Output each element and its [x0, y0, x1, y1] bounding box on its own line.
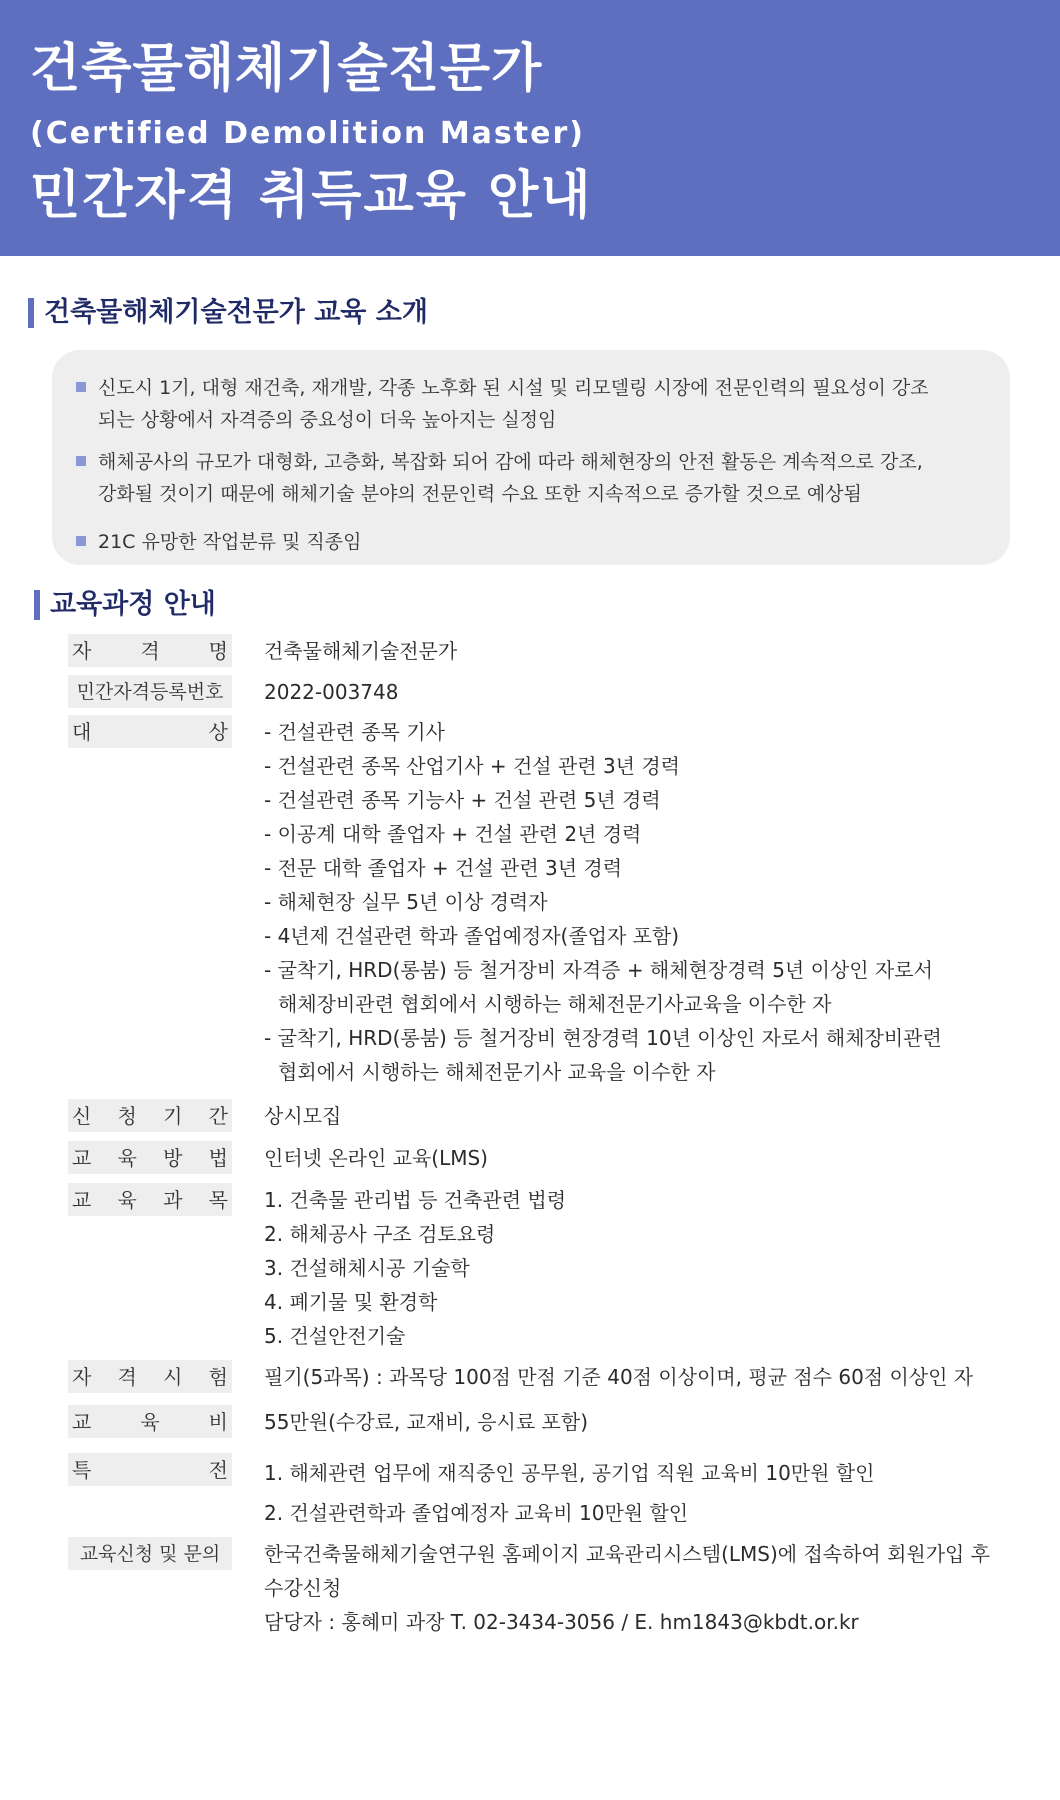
subject-line: 2. 해체공사 구조 검토요령: [264, 1222, 496, 1246]
label-char: 명: [208, 639, 228, 663]
label-char: 육: [117, 1146, 137, 1170]
bullet-text: 21C 유망한 작업분류 및 직종임: [98, 531, 362, 553]
contact-line: 수강신청: [264, 1576, 342, 1600]
benefit-line: 1. 해체관련 업무에 재직중인 공무원, 공기업 직원 교육비 10만원 할인: [264, 1461, 875, 1485]
bullet-square-icon: [76, 456, 86, 466]
subject-line: 5. 건설안전기술: [264, 1324, 406, 1348]
row-value: 55만원(수강료, 교재비, 응시료 포함): [264, 1410, 589, 1434]
section-bar: [28, 298, 34, 328]
row-value: 필기(5과목) : 과목당 100점 만점 기준 40점 이상이며, 평균 점수 60점 이상인 자: [264, 1365, 974, 1389]
label-char: 신: [72, 1104, 92, 1128]
course-section-title: [34, 588, 216, 622]
label-char: 대: [72, 720, 92, 744]
row-label: [68, 1183, 232, 1216]
header-subtitle: (Certified Demolition Master): [30, 116, 585, 151]
row-label: 교육신청 및 문의: [68, 1537, 232, 1570]
header-title-line2: 민간자격 취득교육 안내: [30, 166, 593, 226]
target-line: - 굴착기, HRD(롱붐) 등 철거장비 자격증 + 해체현장경력 5년 이상인 자로서: [264, 958, 933, 982]
row-value: [264, 1537, 1024, 1639]
target-line: - 굴착기, HRD(롱붐) 등 철거장비 현장경력 10년 이상인 자로서 해체장비관련: [264, 1026, 942, 1050]
label-char: 교: [72, 1146, 92, 1170]
header-title: 건축물해체기술전문가: [30, 39, 543, 99]
target-line: - 건설관련 종목 기사: [264, 720, 445, 744]
label-char: 자: [72, 1365, 92, 1389]
label-char: 육: [140, 1410, 160, 1434]
target-line: - 건설관련 종목 기능사 + 건설 관련 5년 경력: [264, 788, 661, 812]
target-line: 해체장비관련 협회에서 시행하는 해체전문기사교육을 이수한 자: [278, 992, 832, 1016]
target-line: - 4년제 건설관련 학과 졸업예정자(졸업자 포함): [264, 924, 680, 948]
label-char: 목: [208, 1188, 228, 1212]
intro-bullet: [76, 372, 980, 436]
benefit-line: 2. 건설관련학과 졸업예정자 교육비 10만원 할인: [264, 1501, 689, 1525]
row-value: 인터넷 온라인 교육(LMS): [264, 1146, 488, 1170]
row-label: [68, 634, 232, 667]
row-value: [264, 1453, 1024, 1533]
row-value: [264, 715, 1024, 1089]
course-title-text: 교육과정 안내: [50, 589, 216, 620]
label-char: 간: [208, 1104, 228, 1128]
bullet-square-icon: [76, 382, 86, 392]
label-char: 육: [117, 1188, 137, 1212]
row-label: [68, 715, 232, 748]
intro-bullet: [76, 526, 980, 558]
row-value: 상시모집: [264, 1104, 342, 1128]
label-char: 전: [208, 1458, 228, 1482]
label-char: 자: [72, 639, 92, 663]
intro-bullet: [76, 446, 980, 510]
subject-line: 3. 건설해체시공 기술학: [264, 1256, 470, 1280]
contact-line: 한국건축물해체기술연구원 홈페이지 교육관리시스템(LMS)에 접속하여 회원가입 후: [264, 1542, 991, 1566]
intro-title-text: 건축물해체기술전문가 교육 소개: [44, 297, 428, 328]
label-char: 상: [208, 720, 228, 744]
label-char: 격: [117, 1365, 137, 1389]
row-label: [68, 1141, 232, 1174]
label-char: 험: [208, 1365, 228, 1389]
label-char: 격: [140, 639, 160, 663]
label-char: 과: [163, 1188, 183, 1212]
target-line: - 건설관련 종목 산업기사 + 건설 관련 3년 경력: [264, 754, 680, 778]
row-value: 2022-003748: [264, 680, 399, 704]
row-label: [68, 1360, 232, 1393]
subject-line: 1. 건축물 관리법 등 건축관련 법령: [264, 1188, 567, 1212]
row-label: [68, 1099, 232, 1132]
bullet-square-icon: [76, 536, 86, 546]
label-char: 방: [163, 1146, 183, 1170]
header-banner: [0, 0, 1060, 256]
label-char: 기: [163, 1104, 183, 1128]
label-char: 시: [163, 1365, 183, 1389]
target-line: - 해체현장 실무 5년 이상 경력자: [264, 890, 548, 914]
target-line: 협회에서 시행하는 해체전문기사 교육을 이수한 자: [278, 1060, 716, 1084]
target-line: - 이공계 대학 졸업자 + 건설 관련 2년 경력: [264, 822, 642, 846]
bullet-text: 신도시 1기, 대형 재건축, 재개발, 각종 노후화 된 시설 및 리모델링 시장에 전문인력의 필요성이 강조: [98, 377, 929, 399]
label-char: 교: [72, 1410, 92, 1434]
intro-box: [52, 350, 1010, 565]
row-label: [68, 1453, 232, 1486]
intro-section-title: [28, 296, 428, 330]
label-char: 교: [72, 1188, 92, 1212]
row-label: 민간자격등록번호: [68, 675, 232, 708]
label-char: 특: [72, 1458, 92, 1482]
label-char: 법: [208, 1146, 228, 1170]
target-line: - 전문 대학 졸업자 + 건설 관련 3년 경력: [264, 856, 623, 880]
label-char: 비: [208, 1410, 228, 1434]
label-char: 청: [117, 1104, 137, 1128]
bullet-text: 되는 상황에서 자격증의 중요성이 더욱 높아지는 실정임: [98, 409, 557, 431]
row-label: [68, 1405, 232, 1438]
row-value: 건축물해체기술전문가: [264, 639, 458, 663]
contact-line: 담당자 : 홍혜미 과장 T. 02-3434-3056 / E. hm1843@kbdt.or.kr: [264, 1610, 859, 1634]
subject-line: 4. 폐기물 및 환경학: [264, 1290, 438, 1314]
section-bar: [34, 590, 40, 620]
bullet-text: 강화될 것이기 때문에 해체기술 분야의 전문인력 수요 또한 지속적으로 증가할 것으로 예상됨: [98, 483, 862, 505]
row-value: [264, 1183, 1024, 1353]
bullet-text: 해체공사의 규모가 대형화, 고층화, 복잡화 되어 감에 따라 해체현장의 안전 활동은 계속적으로 강조,: [98, 451, 923, 473]
